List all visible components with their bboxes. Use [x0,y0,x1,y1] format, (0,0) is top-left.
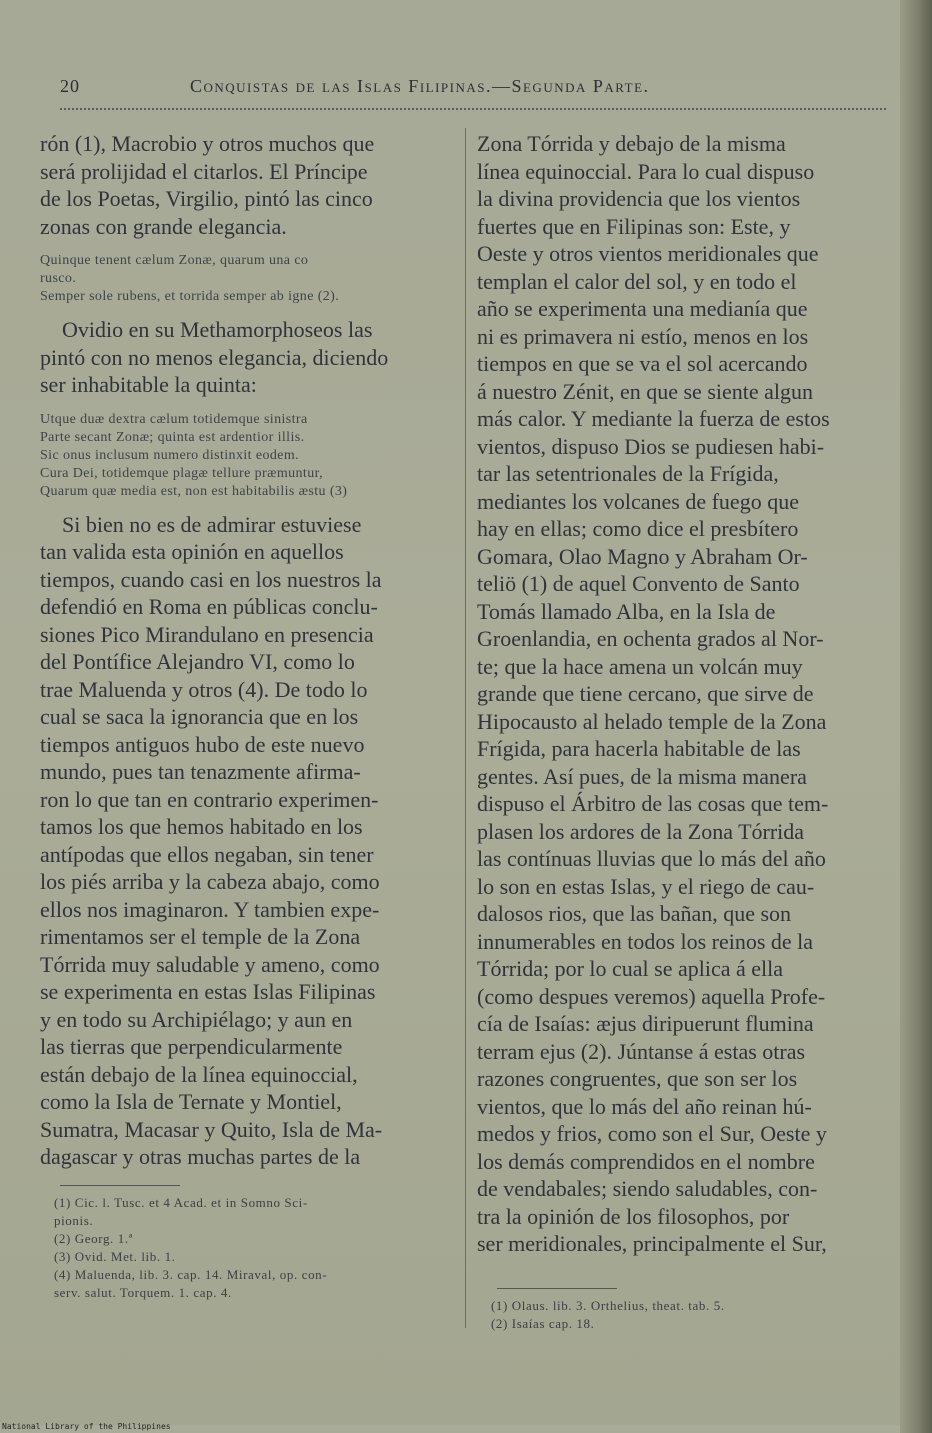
left-footnotes: (1) Cic. l. Tusc. et 4 Acad. et in Somno Sci- pionis. (2) Georg. 1.ª (3) Ovid. Met. lib. 1. (4) Maluenda, lib. 3. cap. 14. Miraval, op. con- serv. salut. Torquem. 1. cap. 4. [54,1194,328,1300]
left-paragraph-1: rón (1), Macrobio y otros muchos que será prolijidad el citarlos. El Príncipe de los Poetas, Virgilio, pintó las cinco zonas con grande elegancia. [40,131,375,239]
virgil-quote: Quinque tenent cælum Zonæ, quarum una co rusco. Semper sole rubens, et torrida semper ab igne (2). [40,253,340,304]
left-footnote-rule [60,1185,180,1186]
right-column [477,130,889,1333]
right-footnotes: (1) Olaus. lib. 3. Orthelius, theat. tab. 5. (2) Isaías cap. 18. [491,1297,725,1331]
right-footnote-rule [497,1288,617,1289]
column-divider [465,128,466,1328]
page-header [60,76,890,100]
library-credit: National Library of the Philippines [2,1422,171,1431]
left-paragraph-2: Ovidio en su Methamorphoseos las pintó con no menos elegancia, diciendo ser inhabitable la quinta: [40,317,389,397]
right-paragraph-1: Zona Tórrida y debajo de la misma línea equinoccial. Para lo cual dispuso la divina providencia que los vientos fuertes que en Filipinas son: Este, y Oeste y otros vientos meridionales que templan el calor del sol, y en todo el año se experimenta una medianía que ni es primavera ni estío, menos en los tiempos en que se va el sol acercando á nuestro Zénit, en que se siente algun más calor. Y mediante la fuerza de estos vientos, dispuso Dios se pudiesen habi- tar las setentrionales de la Frígida, mediantes los volcanes de fuego que hay en ellas; como dice el presbítero Gomara, Olao Magno y Abraham Or- teliö (1) de aquel Convento de Santo Tomás llamado Alba, en la Isla de Groenlandia, en ochenta grados al Nor- te; que la hace amena un volcán muy grande que tiene cercano, que sirve de Hipocausto al helado temple de la Zona Frígida, para hacerla habitable de las gentes. Así pues, de la misma manera dispuso el Árbitro de las cosas que tem- plasen los ardores de la Zona Tórrida las contínuas lluvias que lo más del año lo son en estas Islas, y el riego de cau- dalosos rios, que las bañan, que son innumerables en todos los reinos de la Tórrida; por lo cual se aplica á ella (como despues veremos) aquella Profe- cía de Isaías: æjus diripuerunt flumina terram ejus (2). Júntanse á estas otras razones congruentes, que son ser los vientos, que lo más del año reinan hú- medos y frios, como son el Sur, Oeste y los demás comprendidos en el nombre de vendabales; siendo saludables, con- tra la opinión de los filosophos, por ser meridionales, principalmente el Sur, [477,131,830,1256]
header-rule [60,102,886,110]
left-paragraph-3: Si bien no es de admirar estuviese tan valida esta opinión en aquellos tiempos, cuando casi en los nuestros la defendió en Roma en públicas conclu- siones Pico Mirandulano en presencia del Pontífice Alejandro VI, como lo trae Maluenda y otros (4). De todo lo cual se saca la ignorancia que en los tiempos antiguos hubo de este nuevo mundo, pues tan tenazmente afirma- ron lo que tan en contrario experimen- tamos los que hemos habitado en los antípodas que ellos negaban, sin tener los piés arriba y la cabeza abajo, como ellos nos imaginaron. Y tambien expe- rimentamos ser el temple de la Zona Tórrida muy saludable y ameno, como se experimenta en estas Islas Filipinas y en todo su Archipiélago; y aun en las tierras que perpendicularmente están debajo de la línea equinoccial, como la Isla de Ternate y Montiel, Sumatra, Macasar y Quito, Isla de Ma- dagascar y otras muchas partes de la [40,511,383,1169]
page-number: 20 [60,76,80,96]
page-edge-shadow [900,0,932,1433]
ovid-quote: Utque duæ dextra cælum totidemque sinistra Parte secant Zonæ; quinta est ardentior illis. Sic onus inclusum numero distinxit eodem. Cura Dei, totidemque plagæ tellure præmuntur, Quarum quæ media est, non est habitabilis æstu (3) [40,411,348,499]
running-head: Conquistas de las Islas Filipinas.—Segunda Parte. [190,76,650,96]
left-column [40,130,452,1302]
